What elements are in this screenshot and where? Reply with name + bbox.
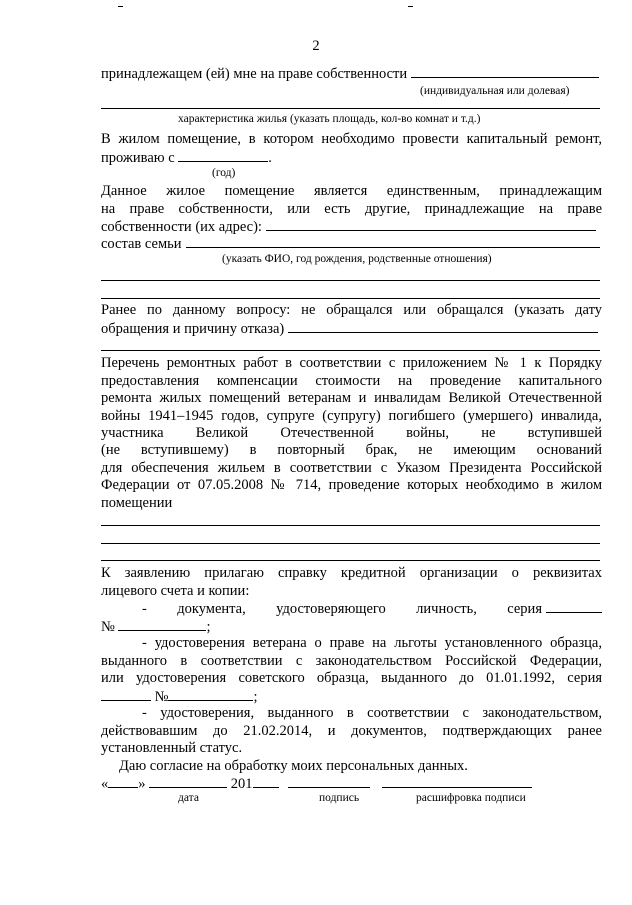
signature-field[interactable] [288,774,370,788]
repairs-line-8: Федерации от 07.05.2008 № 714, проведение которых необходимо в жилом [101,477,602,493]
doc1-line-1 [142,599,602,618]
ownership-line [101,64,599,83]
year-hint: (год) [212,167,236,179]
repairs-line-1: Перечень ремонтных работ в соответствии с приложением № 1 к Порядку [101,355,602,371]
attachments-line-1: К заявлению прилагаю справку кредитной организации о реквизитах [101,565,602,581]
date-label: дата [178,792,199,804]
repairs-line-3: ремонта жилых помещений ветеранам и инвалидам Великой Отечественной [101,390,602,406]
family-label: состав семьи [101,236,182,252]
repairs-field-3[interactable] [101,560,600,561]
doc1-text: - документа, удостоверяющего личность, серия [142,601,542,617]
repairs-line-4: войны 1941–1945 годов, супруге (супругу) погибшего (умершего) инвалида, [101,408,602,424]
residence-suffix: . [268,150,272,166]
day-field[interactable] [108,774,138,788]
open-quote: « [101,776,109,792]
page-number: 2 [312,38,320,54]
signature-line [101,774,602,793]
close-quote: » [138,776,146,792]
repairs-line-2: предоставления компенсации стоимости на проведение капитального [101,373,602,389]
previous-request-field-2[interactable] [101,350,600,351]
repairs-line-5: участника Великой Отечественной войны, не вступившей [101,425,602,441]
repairs-field-1[interactable] [101,525,600,526]
doc3-line-1: - удостоверения, выданного в соответствии с законодательством, [142,705,602,721]
doc2-suffix: ; [253,689,258,705]
previous-request-line-2 [101,319,598,338]
family-field-2[interactable] [101,280,600,281]
residence-line-1: В жилом помещение, в котором необходимо провести капитальный ремонт, [101,131,602,147]
decode-field[interactable] [382,774,532,788]
ownership-field[interactable] [411,64,599,78]
family-field-3[interactable] [101,298,600,299]
ownership-text: принадлежащем (ей) мне на праве собственности [101,66,408,82]
doc2-series-field[interactable] [101,687,151,701]
doc2-line-1: - удостоверения ветерана о праве на льготы установленного образца, [142,635,602,651]
housing-field[interactable] [101,108,600,109]
repairs-field-2[interactable] [101,543,600,544]
doc2-number-field[interactable] [168,687,253,701]
address-field[interactable] [266,217,596,231]
repairs-line-9: помещении [101,495,173,511]
doc1-series-field[interactable] [546,599,602,613]
doc3-line-3: установленный статус. [101,740,243,756]
doc1-number-label: № [101,619,115,635]
doc2-line-2: выданного в соответствии с законодательством Российской Федерации, [101,653,602,669]
year-prefix: 201 [230,776,253,792]
residence-prefix: проживаю с [101,150,175,166]
doc1-number-field[interactable] [118,617,206,631]
year-field[interactable] [253,774,279,788]
sole-property-line-2: на праве собственности, или есть другие, принадлежащие на праве [101,201,602,217]
doc2-number-label: № [154,689,169,705]
sole-property-line-1: Данное жилое помещение является единственным, принадлежащим [101,183,602,199]
previous-request-line-1: Ранее по данному вопросу: не обращался или обращался (указать дату [101,302,602,318]
attachments-line-2: лицевого счета и копии: [101,583,250,599]
repairs-line-6: (не вступившему) в повторный брак, не имеющим оснований [101,442,602,458]
doc3-line-2: действовавшим до 21.02.2014, и документов, подтверждающих ранее [101,723,602,739]
doc2-line-3: или удостоверения советского образца, выданного до 01.01.1992, серия [101,670,602,686]
decode-label: расшифровка подписи [416,792,526,804]
previous-request-label: обращения и причину отказа) [101,321,285,337]
signature-label: подпись [319,792,360,804]
repairs-line-7: для обеспечения жильем в соответствии с Указом Президента Российской [101,460,602,476]
consent-text: Даю согласие на обработку моих персональных данных. [119,758,468,774]
family-line [101,234,600,253]
previous-request-field[interactable] [288,319,598,333]
address-label: собственности (их адрес): [101,219,262,235]
family-hint: (указать ФИО, год рождения, родственные отношения) [222,253,492,265]
residence-year-field[interactable] [178,148,268,162]
housing-hint: характеристика жилья (указать площадь, кол-во комнат и т.д.) [178,113,481,125]
family-field[interactable] [186,234,600,248]
month-field[interactable] [149,774,227,788]
residence-line-2 [101,148,602,167]
edge-mark [408,0,413,7]
edge-mark [118,0,123,7]
ownership-hint: (индивидуальная или долевая) [420,85,570,97]
doc1-suffix: ; [206,619,211,635]
